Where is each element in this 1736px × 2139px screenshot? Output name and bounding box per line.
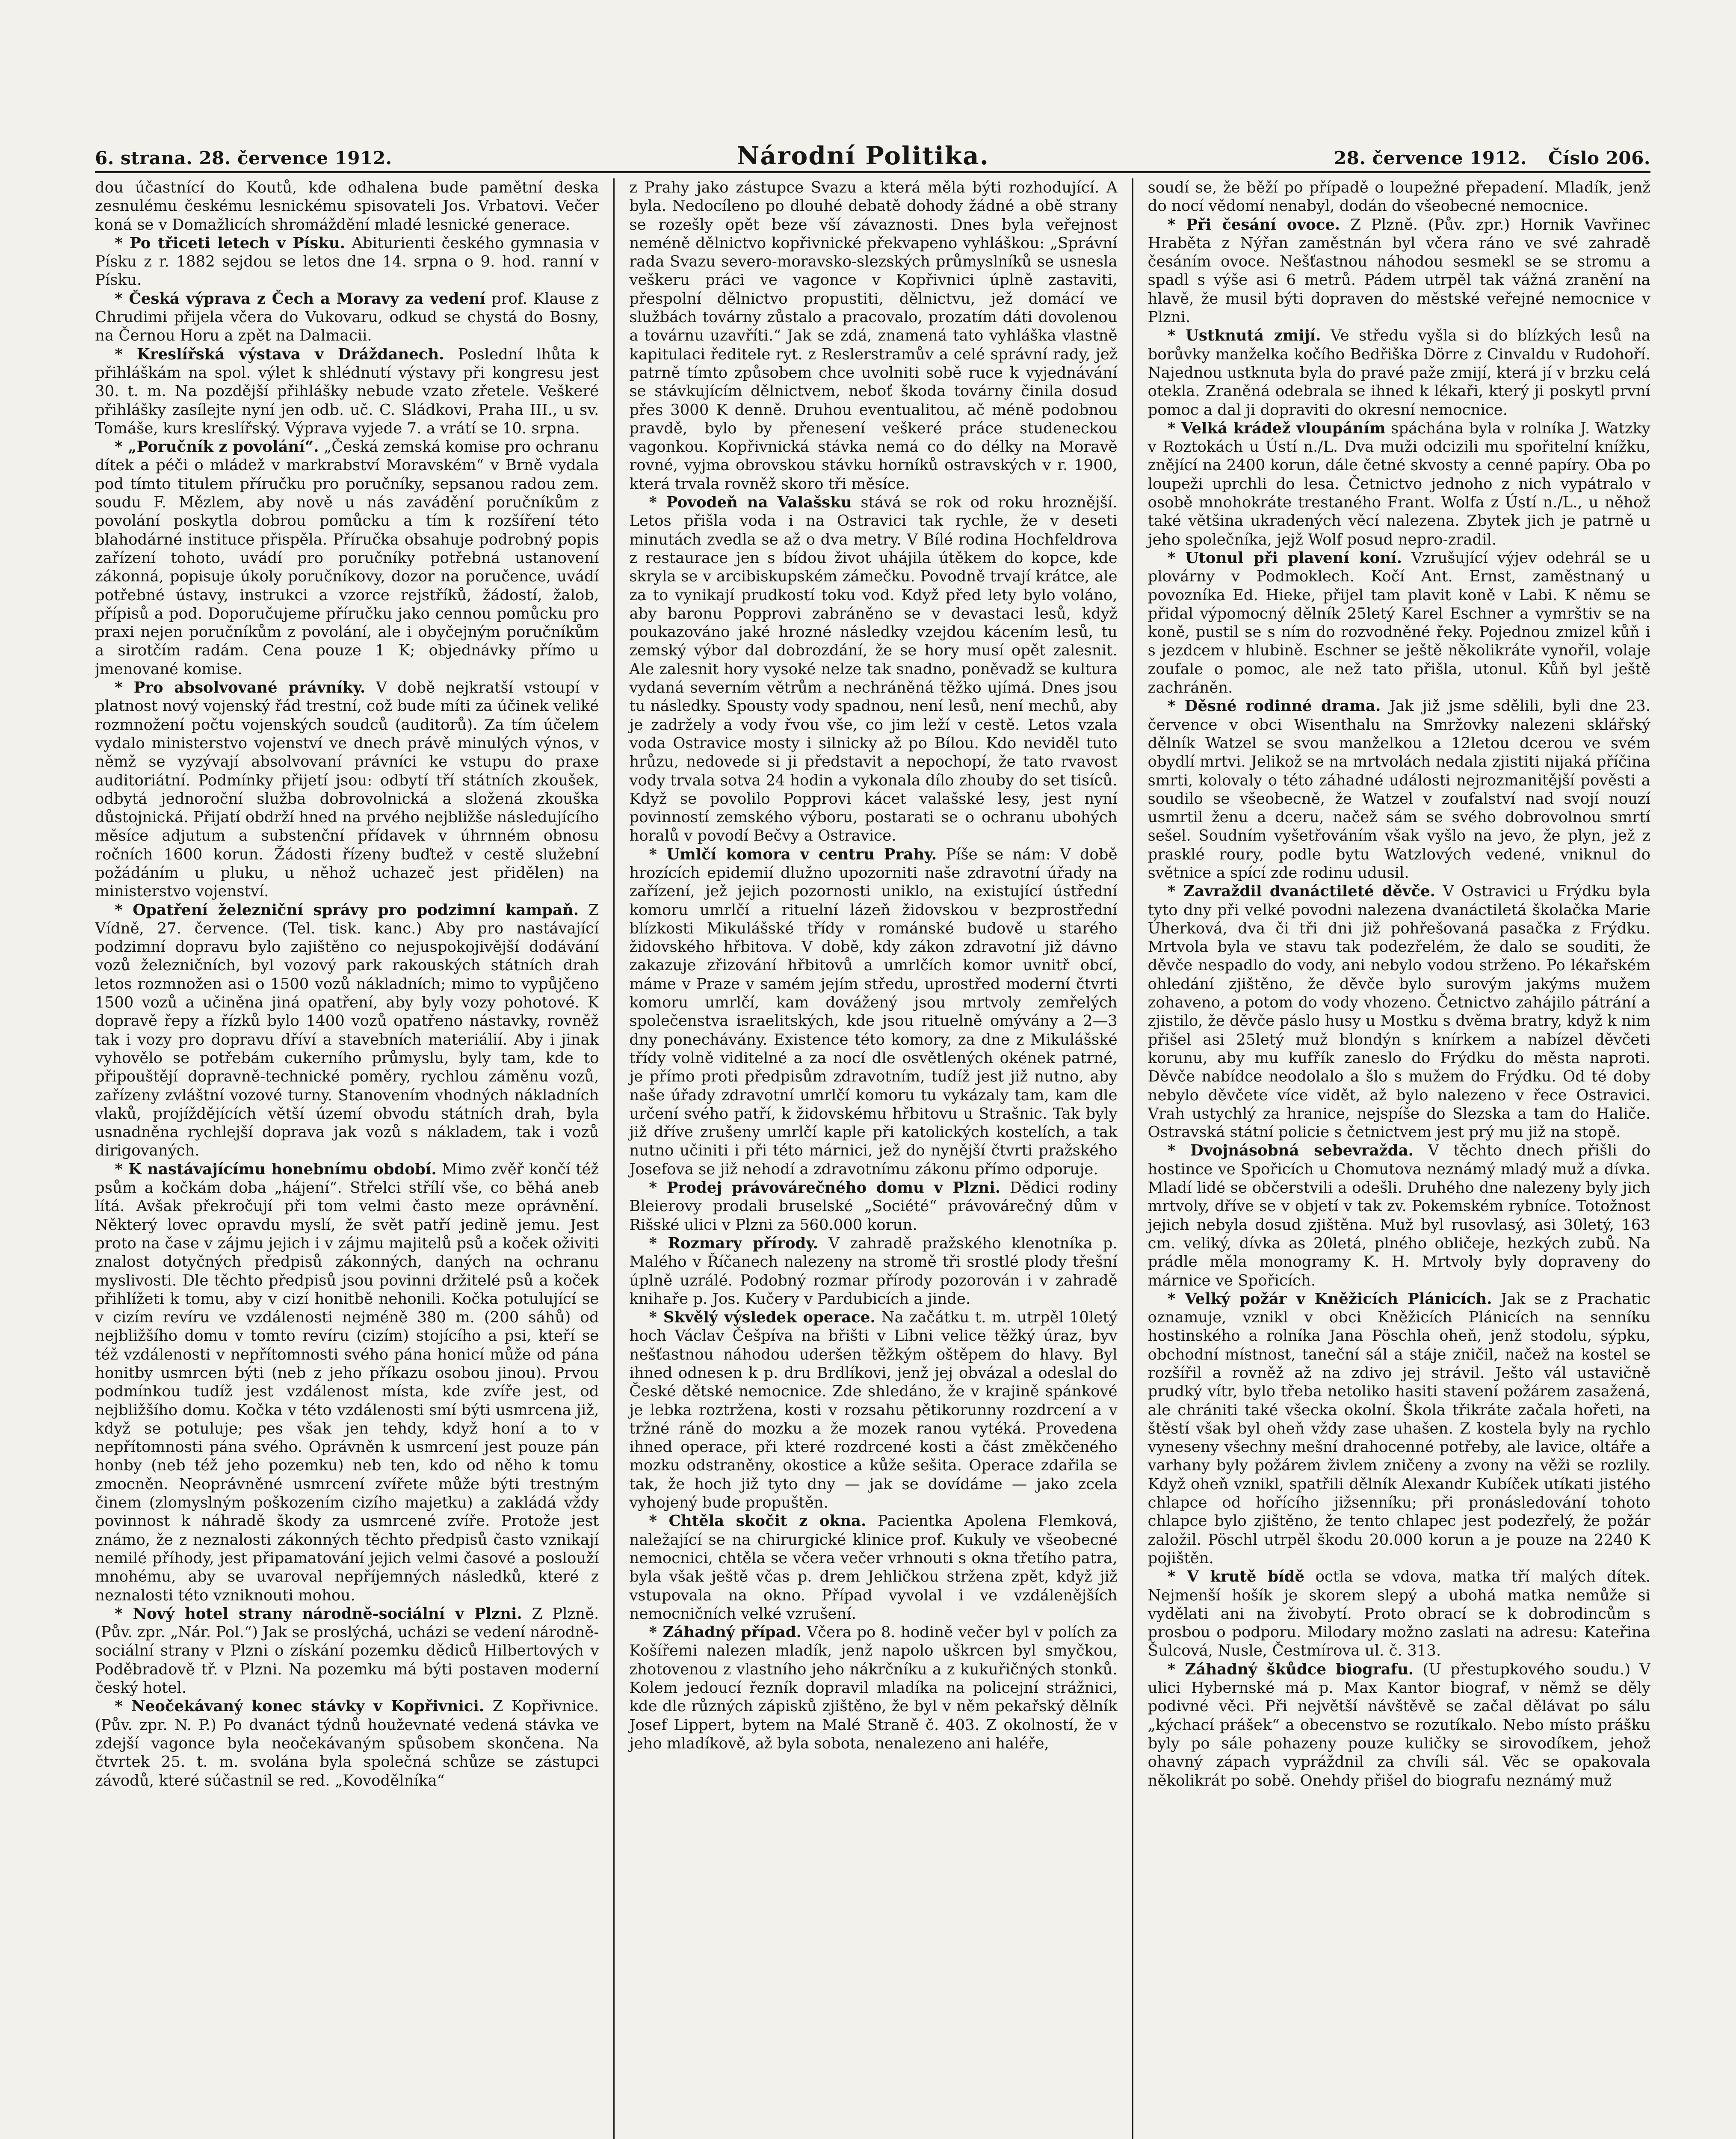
article-body: octla se vdova, matka tří malých dítek. Nejmenší hošík je skorem slepý a ubohá matka nemůže si vydělati ani na živobytí. Proto obrací se k dobrodincům s prosbou o podporu. Milodary možno zaslati na adresu: Kateřina Šulcová, Nusle, Čestmírova ul. č. 313. [1147,1568,1650,1660]
article-paragraph [629,178,1117,493]
article-headline: * Velká krádež vloupáním [1167,419,1386,437]
article-paragraph [95,1160,599,1605]
issue-info [1334,148,1650,169]
article-paragraph [95,678,599,901]
article-body: Ve středu vyšla si do blízkých lesů na borůvky manželka kočího Bedřiška Dörre z Cinvaldu v Rudohoří. Najednou ustknuta byla do pravé paže zmijí, která jí v brzku celá otekla. Zraněná odebrala se ihned k lékaři, který ji poskytl první pomoc a dal ji dopraviti do okresní nemocnice. [1147,327,1650,419]
article-paragraph [629,1179,1117,1234]
article-body: „Česká zemská komise pro ochranu dítek a péči o mládež v markrabství Moravském“ v Brně vydala pod tímto titulem příručku pro poručníky, sepsanou radou zem. soudu F. Mězlem, aby nově u nás zavádění poručníkům z povolání poskytla dobrou pomůcku a tím k rozšíření této blahodárné instituce přispěla. Příručka obsahuje podrobný popis zařízení tohoto, uvádí pro poručníky potřebná ustanovení zákonná, popisuje úkoly poručníkovy, dozor na poručence, uvádí potřebné ústavy, instrukci a vzorce rejstříků, žádostí, žalob, přípisů a pod. Doporučujeme příručku jako cennou pomůcku pro praxi nejen poručníkům z povolání, ale i obyčejným poručníkům a sirotčím radám. Cena pouze 1 K; objednávky přímo u jmenované komise. [95,438,599,678]
article-headline: * Povodeň na Valašsku [649,494,852,512]
article-headline: * Chtěla skočit z okna. [649,1512,867,1530]
article-headline: * Dvojnásobná sebevražda. [1167,1142,1414,1160]
article-headline: * Zavraždil dvanáctileté děvče. [1167,883,1436,901]
article-paragraph [1148,549,1650,697]
article-paragraph [1148,1141,1650,1289]
article-body: Včera po 8. hodině večer byl v polích za Košířemi nalezen mladík, jenž napolo uškrcen byl smyčkou, zhotovenou z vlastního jeho nákrčníku a z kukuřičných stonků. Kolem jedoucí řezník dopravil mladíka na policejní strážnici, kde dle různých zápisků zjištěno, že byl v něm pekařský dělník Josef Lippert, bytem na Malé Straně č. 403. Z okolností, že v jeho mladíkově, až byla sobota, nenalezeno ani haléře, [629,1624,1118,1752]
article-body: spáchána byla v rolníka J. Watzky v Roztokách u Ústí n./L. Dva muži odcizili mu spořitelní knížku, znějící na 2400 korun, dále četné skvosty a cenné papíry. Oba po loupeži uprchli do lesa. Četnictvo jednoho z nich vypátralo v osobě mnohokráte trestaného Frant. Wolfa z Ústí n./L., u něhož také většina ukradených věcí nalezena. Zbytek jich je patrně u jeho společníka, jejž Wolf posud nepro-zradil. [1147,419,1650,548]
article-paragraph [629,493,1117,845]
article-headline: * Záhadný případ. [649,1624,801,1641]
issue-number: Číslo 206. [1548,148,1650,169]
article-paragraph [95,1697,599,1789]
article-body: dou účastnící do Koutů, kde odhalena bude pamětní deska zesnulému českému lesnickému spisovateli Jos. Vrbatovi. Večer koná se v Domažlicích shromáždění mladé lesnické generace. [95,179,599,234]
article-headline: * K nastávajícímu honebnímu období. [115,1160,437,1178]
article-body: V době nejkratší vstoupí v platnost nový vojenský řád trestní, což bude míti za účinek veliké rozmnožení počtu vojenských soudců (auditorů). Za tím účelem vydalo ministerstvo vojenství ve dnech právě minulých výnos, v němž se vyzývají absolvovaní právníci ke vstupu do praxe auditoriátní. Podmínky přijetí jsou: odbytí tří státních zkoušek, odbytá jednoroční služba dobrovolnická a složená zkouška důstojnická. Přijatí obdrží hned na prvého nejbližše následujícího měsíce adjutum a substenční přídavek v úhrnném obnosu ročních 1600 korun. Žádosti řízeny buďtež v cestě služební požádáním u pluku, u něhož uchazeč jest přidělen) na ministerstvo vojenství. [95,679,599,901]
masthead: Národní Politika. [736,141,989,170]
article-body: stává se rok od roku hroznější. Letos přišla voda i na Ostravici tak rychle, že v deseti minutách zvedla se až o dva metry. V Bílé rodina Hochfeldrova z restaurace jen s bídou život uhájila útěkem do kopce, kde skryla se v arcibiskupském zámečku. Povodně trvají krátce, ale za to vynikají prudkostí toku vod. Když před lety bylo voláno, aby baronu Popprovi zabráněno se v devastaci lesů, když poukazováno jaké hrozné následky vzejdou kácením lesů, tu zemský výbor dal dobrozdání, že se hory musí opět zalesnit. Ale zalesnit hory vysoké nelze tak snadno, poněvadž se kultura vydaná severním větrům a nechráněná těžko ujímá. Dnes jsou tu následky. Spousty vody spadnou, není lesů, není mechů, aby je zadržely a vody řvou vše, co jim leží v cestě. Letos vzala voda Ostravice mosty i silnicky až po Bílou. Kdo neviděl tuto hrůzu, nedovede si ji představit a nepochopí, že tato rvavost vody trvala sotva 24 hodin a vykonala dílo zhouby do set tisíců. Když se povolilo Popprovi kácet valašské lesy, jest nyní povinností zemského výboru, postarati se o ochranu ubohých horalů v povodí Bečvy a Ostravice. [629,494,1118,845]
article-headline: * Ustknutá zmijí. [1167,327,1321,345]
article-body: Jak již jsme sdělili, byli dne 23. července v obci Wisenthalu na Smržovky nalezeni sklářský dělník Watzel se svou manželkou a 12letou dcerou ve svém obydlí mrtvi. Jelikož se na mrtvolách nedala zjistiti nijaká příčina smrti, kolovaly o této záhadné události nejrozmanitější pověsti a soudilo se všeobecně, že Watzel v zoufalství nad svojí nouzí usmrtil ženu a dceru, načež sám se svého dobrovolnou smrtí sešel. Soudním vyšetřováním však vyšlo na jevo, že plyn, jež z prasklé roury, podle bytu Watzlových vedené, vniknul do světnice a spící zde rodinu udusil. [1147,697,1650,882]
article-body: V těchto dnech přišli do hostince ve Spořicích u Chomutova neznámý mladý muž a dívka. Mladí lidé se občerstvili a odešli. Druhého dne nalezeny byly jich mrtvoly, dříve se v objetí v tak zv. Pokemském rybníce. Totožnost jejich nebyla dosud zjištěna. Muž byl rusovlasý, asi 30letý, 163 cm. veliký, dívka as 20letá, plného obličeje, hezkých zubů. Na prádle měla monogramy K. H. Mrtvoly byly dopraveny do márnice ve Spořicích. [1147,1142,1650,1289]
article-paragraph [1148,882,1650,1141]
article-paragraph [95,901,599,1160]
article-headline: * Opatření železniční správy pro podzimní kampaň. [115,901,579,919]
article-paragraph [1148,1660,1650,1790]
article-headline: * Při česání ovoce. [1167,216,1340,234]
article-paragraph [1148,1290,1650,1567]
article-headline: * Utonul při plavení koní. [1167,549,1402,567]
article-body: z Prahy jako zástupce Svazu a která měla býti rozhodující. A byla. Nedocíleno po dlouhé debatě dohody žádné a obě strany se rozešly opět beze vší závaznosti. Dnes byla veřejnost neméně dělnictvo kopřivnické překvapeno vyhláškou: „Správní rada Svazu severo-moravsko-slezských průmyslníků se usnesla veškeru práci ve vagonce v Kopřivnici úplně zastaviti, přespolní dělnictvo propustiti, dělnictvu, jež domácí ve službách továrny zůstalo a pracovalo, prozatím dáti dovolenou a továrnu uzavříti.“ Jak se zdá, znamená tato vyhláška vlastně kapitulaci ředitele ryt. z Reslerstramův a celé správní rady, jež patrně tímto způsobem chce uvolniti sobě ruce k vyjednávání se stávkujícím dělnictvem, neboť škoda továrny činila dosud přes 3000 K denně. Druhou eventualitou, ač méně podobnou pravdě, bylo by přenesení veškeré práce studeneckou vagonkou. Kopřivnická stávka nemá co do délky na Moravě rovné, vyjma obrovskou stávku horníků ostravských v r. 1900, která trvala rovněž skoro tři měsíce. [629,179,1118,493]
article-paragraph [95,345,599,438]
article-columns [95,178,1650,2139]
article-paragraph [95,438,599,678]
article-headline: * Umlčí komora v centru Prahy. [649,845,937,863]
article-body: V Ostravici u Frýdku byla tyto dny při velké povodni nalezena dvanáctiletá školačka Marie Úherková, dva či tři dni již pohřešovaná pasačka z Frýdku. Mrtvola byla ve stavu tak podezřelém, že dalo se souditi, že děvče nespadlo do vody, ani nebylo vodou strženo. Po lékařském ohledání zjištěno, že děvče bylo surovým jakýms mužem zohaveno, a potom do vody vhozeno. Četnictvo zahájilo pátrání a zjistilo, že děvče páslo husy u Mostku s dvěma bratry, když k nim přišel asi 25letý muž blondýn s knírkem a nabízel děvčeti korunu, aby mu kufřík zaneslo do Frýdku do města naproti. Děvče nabídce neodolalo a šlo s mužem do Frýdku. Od té doby nebylo děvčete více vidět, až bylo nalezeno v řece Ostravici. Vrah ustychlý za hranice, nejspíše do Slezska a tam do Haliče. Ostravská státní policie s četnictvem jest prý mu již na stopě. [1147,883,1650,1141]
article-headline: * „Poručník z povolání“. [115,438,319,456]
article-body: Dědici rodiny Bleierovy prodali bruselské „Société“ právovárečný dům v Rišské ulici v Plzni za 560.000 korun. [629,1179,1118,1234]
header-rule [95,171,1650,173]
date-right: 28. července 1912. [1334,148,1527,169]
article-body: Poslední lhůta k přihláškám na spol. výlet k shlédnutí výstavy při kongresu jest 30. t. m. Na pozdější přihlášky nebude vzato zřetele. Veškeré přihlášky zasílejte nyní jen odb. uč. C. Sládkovi, Praha III., u sv. Tomáše, kurs kreslířský. Výprava vyjede 7. a vrátí se 10. srpna. [95,345,599,437]
article-headline: * Po třiceti letech v Písku. [115,234,346,252]
article-body: (U přestupkového soudu.) V ulici Hybernské má p. Max Kantor biograf, v němž se děly podivné věci. Při největší návštěvě se začal dělávat po sálu „kýchací prášek“ a obecenstvo se rozutíkalo. Nebo místo prášku byly po sále pohazeny pouze kuličky se sirovodíkem, jehož ohavný zápach vypráždnil za chvíli sál. Věc se opakovala několikrát po sobě. Onehdy přišel do biografu neznámý muž [1147,1660,1650,1789]
article-headline: * V krutě bídě [1167,1568,1304,1586]
article-paragraph [629,1623,1117,1753]
article-headline: * Skvělý výsledek operace. [649,1309,875,1327]
article-headline: * Děsné rodinné drama. [1167,697,1381,715]
article-paragraph [1148,216,1650,327]
article-body: soudí se, že běží po případě o loupežné přepadení. Mladík, jenž do nocí vědomí nenabyl, dodán do všeobecné nemocnice. [1147,179,1650,215]
article-headline: * Záhadný škůdce biografu. [1167,1660,1414,1678]
article-body: Jak se z Prachatic oznamuje, vznikl v obci Kněžicích Plánicích na senníku hostinského a rolníka Jana Pöschla oheň, jenž stodolu, sýpku, obchodní místnost, taneční sál a stáje zničil, načež na kostel se rozšířil a rovněž až na zdivo jej strávil. Ješto vál ustavičně prudký vítr, bylo třeba netoliko hasiti stavení požárem zasažená, ale chrániti také všecka okolní. Škola třikráte začala hořeti, na štěstí však byl oheň vždy zase uhašen. Z kostela byly na rychlo vyneseny všechny mešní drahocenné potřeby, ale lavice, oltáře a varhany byly požárem živlem zničeny a zvony na věži se rozlily. Když oheň vznikl, spatřili dělník Alexandr Kubíček utíkati jistého chlapce od hořícího jižsenníku; při pronásledování tohoto chlapce bylo zjištěno, že tento chlapec jest podezřelý, že požár založil. Pöschl utrpěl škodu 20.000 korun a je pouze na 2240 K pojištěn. [1147,1290,1650,1567]
article-headline: * Rozmary přírody. [649,1234,819,1252]
article-paragraph [95,178,599,234]
article-headline: * Nový hotel strany národně-sociální v Plzni. [115,1605,522,1623]
article-paragraph [629,1512,1117,1623]
column-3 [1132,178,1650,2139]
article-paragraph [1148,1567,1650,1660]
article-body: Na začátku t. m. utrpěl 10letý hoch Václav Češpíva na břišti v Libni velice těžký úraz, byv nešťastnou náhodou uderšen těžkým oštěpem do hlavy. Byl ihned odnesen k p. dru Brdlíkovi, jenž jej obvázal a odeslal do České dětské nemocnice. Zde shledáno, že v krajině spánkové je lebka roztržena, kosti v rozsahu pětikorunny rozdrcení a v tržné ráně do mozku a že mozek ranou vytéká. Provedena ihned operace, při které rozdrcené kosti a část změkčeného mozku odstraněny, okostice a kůže sešita. Operace zdařila se tak, že hoch již tyto dny — jak se dovídáme — jako zcela vyhojený bude propuštěn. [629,1309,1118,1512]
article-body: prof. Klause z Chrudimi přijela včera do Vukovaru, odkud se chystá do Bosny, na Černou Horu a zpět na Dalmacii. [95,290,599,345]
article-body: Z Plzně. (Pův. zpr.) Hornik Vavřinec Hraběta z Nýřan zaměstnán byl včera ráno ve své zahradě česáním ovoce. Nešťastnou náhodou sesmekl se se stromu a spadl s výše asi 6 metrů. Pádem utrpěl tak vážná zranění na hlavě, že musil býti dopraven do městské veřejné nemocnice v Plzni. [1147,216,1650,326]
article-paragraph [629,1308,1117,1512]
article-body: Abiturienti českého gymnasia v Písku z r. 1882 sejdou se letos dne 14. srpna o 9. hod. ranní v Písku. [95,234,599,289]
article-paragraph [95,290,599,345]
article-paragraph [629,845,1117,1179]
article-paragraph [1148,419,1650,549]
article-body: V zahradě pražského klenotníka p. Malého v Říčanech nalezeny na stromě tři srostlé plody třešní úplně uzrálé. Podobný rozmar přírody pozorován i v zahradě knihaře p. Jos. Kučery v Pardubicích a jinde. [629,1234,1118,1308]
column-1 [95,178,613,2139]
article-headline: * Kreslířská výstava v Dráždanech. [115,345,444,363]
article-body: Z Vídně, 27. července. (Tel. tisk. kanc.) Aby pro nastávající podzimní dopravu bylo zajištěno co nejuspokojivější dodávání vozů železničních, byl vozový park rakouských státních drah letos rozmnožen asi o 1500 vozů nákladních; mimo to vypůjčeno 1500 vozů a učiněna jiná opatření, aby byly vozy pohotové. K dopravě řepy a řízků bylo 1400 vozů opatřeno nástavky, rovněž tak i vozy pro dopravu dříví a stavebních materiálií. Aby i jinak vyhovělo se potřebám cukerního průmyslu, byly tam, kde to připouštějí dopravně-technické poměry, rychlou záměnu vozů, zařízeny zvláštní vozové turny. Stanovením vhodných nákladních vlaků, projíždějících větší území obvodu státních drah, byla usnadněna rychlejší doprava jak vozů s nákladem, tak i vozů dirigovaných. [95,901,599,1160]
article-body: Píše se nám: V době hrozících epidemií dlužno upozorniti naše zdravotní úřady na zařízení, jež jejich pozornosti uniklo, na existující ústřední komoru umrlčí a rituelní lázeň židovskou v bezprostřední blízkosti Mikulášské třídy v románské budově u starého židovského hřbitova. V době, kdy zákon zdravotní již dávno zakazuje zřizování hřbitovů a umrlčích komor uvnitř obcí, máme v Praze v samém jejím středu, uprostřed moderní čtvrti komoru umrlčí, kam dovážený jsou mrtvoly zemřelých společenstva israelitských, kde jsou rituelně omývány a 2—3 dny ponechávány. Existence této komory, za dne z Mikulášské třídy volně viditelné a za nocí dle osvětlených okének patrné, je přímo proti předpisům zdravotním, tudíž jest již nutno, aby naše úřady zdravotní umrlčí komoru tu vykázaly tam, kam dle určení svého patří, k židovskému hřbitovu u Strašnic. Tak byly již dříve zrušeny umrlčí kaple při katolických kostelích, a tak nutno učiniti i při této márnici, jež do nynější čtvrti pražského Josefova se již nehodí a zdravotnímu zákonu přímo odporuje. [629,845,1118,1178]
article-headline: * Pro absolvované právníky. [115,679,366,697]
article-body: Pacientka Apolena Flemková, naležající se na chirurgické klinice prof. Kukuly ve všeobecné nemocnici, chtěla se včera večer vrhnouti s okna třetího patra, byla však ještě včas p. drem Jehličkou stržena zpět, když již vstupovala na okno. Případ vyvolal i ve vzdálenějších nemocničních velké vzrušení. [629,1512,1118,1623]
article-body: Z Plzně. (Pův. zpr. „Nár. Pol.“) Jak se proslýchá, ucházi se vedení národně-sociální strany v Plzni o získání pozemku dědiců Hilbertových v Poděbradově tř. v Plzni. Na pozemku má býti postaven moderní český hotel. [95,1605,599,1697]
article-headline: * Prodej právovárečného domu v Plzni. [649,1179,1001,1197]
article-paragraph [95,1605,599,1697]
article-body: Mimo zvěř končí též psům a kočkám doba „hájení“. Střelci střílí vše, co běhá aneb lítá. Avšak překročují při tom velmi často meze oprávnění. Některý lovec opravdu myslí, že svět patří jedině jemu. Jest proto na čase v zájmu jejich i v zájmu majitelů psů a koček oživiti znalost dotyčných předpisů zákonných, daných na ochranu myslivosti. Dle těchto předpisů jsou povinni držitelé psů a koček přihlížeti k tomu, aby v cizí honitbě nehonili. Kočka potulující se v cizím revíru ve vzdálenosti nejméně 380 m. (200 sáhů) od nejbližšího domu v tomto revíru (cizím) stojícího a psi, kteří se též vzdálenosti v nepřítomnosti svého pána honicí může od pána honitby usmrcen býti (neb z jeho příkazu osobou jinou). Prvou podmínkou tudíž jest vzdálenost místa, kde zvíře jest, od nejbližšího domu. Kočka v této vzdálenosti smí býti usmrcena již, když se potuluje; pes však jen tehdy, když honí a to v nepřítomnosti pána svého. Oprávněn k usmrcení jest pouze pán honby (neb též jeho pozemku) neb ten, kdo od něho k tomu zmocněn. Neoprávněné usmrcení zvířete může býti trestným činem (zlomyslným poškozením cizího majetku) a zakládá vždy povinnost k náhradě škody za usmrcené zvíře. Protože jest známo, že z neznalosti zákonných těchto předpisů často vznikají nemilé příhody, jest připamatování jejich velmi časové a poslouží mnohému, aby se uvaroval nepříjemných následků, které z neznalosti této vzniknouti mohou. [95,1160,599,1604]
running-head [95,141,1650,169]
article-paragraph [1148,178,1650,216]
column-2 [613,178,1132,2139]
page-date: 6. strana. 28. července 1912. [95,148,392,169]
article-paragraph [95,234,599,290]
article-paragraph [1148,326,1650,419]
article-headline: * Velký požár v Kněžicích Plánicích. [1167,1290,1492,1308]
article-body: Z Kopřivnice. (Pův. zpr. N. P.) Po dvanáct týdnů houževnaté vedená stávka ve zdejší vagonce byla neočekávaným spůsobem skončena. Na čtvrtek 25. t. m. svolána byla společná schůze se zástupci závodů, které súčastnil se red. „Kovodělníka“ [95,1698,599,1789]
article-paragraph [1148,697,1650,882]
article-headline: * Neočekávaný konec stávky v Kopřivnici. [115,1698,485,1715]
article-paragraph [629,1234,1117,1308]
article-body: Vzrušující výjev odehrál se u plovárny v Podmoklech. Kočí Ant. Ernst, zaměstnaný u povozníka Ed. Hieke, přijel tam plavit koně v Labi. K němu se přidal výpomocný dělník 25letý Karel Eschner a vymrštiv se na koně, pustil se s ním do rozvodněné řeky. Pojednou zmizel kůň i s jezdcem v hlubině. Eschner se ještě několikráte vynořil, volaje zoufale o pomoc, ale než tato přišla, utonul. Kůň byl ještě zachráněn. [1147,549,1650,697]
article-headline: * Česká výprava z Čech a Moravy za vedení [115,290,486,308]
